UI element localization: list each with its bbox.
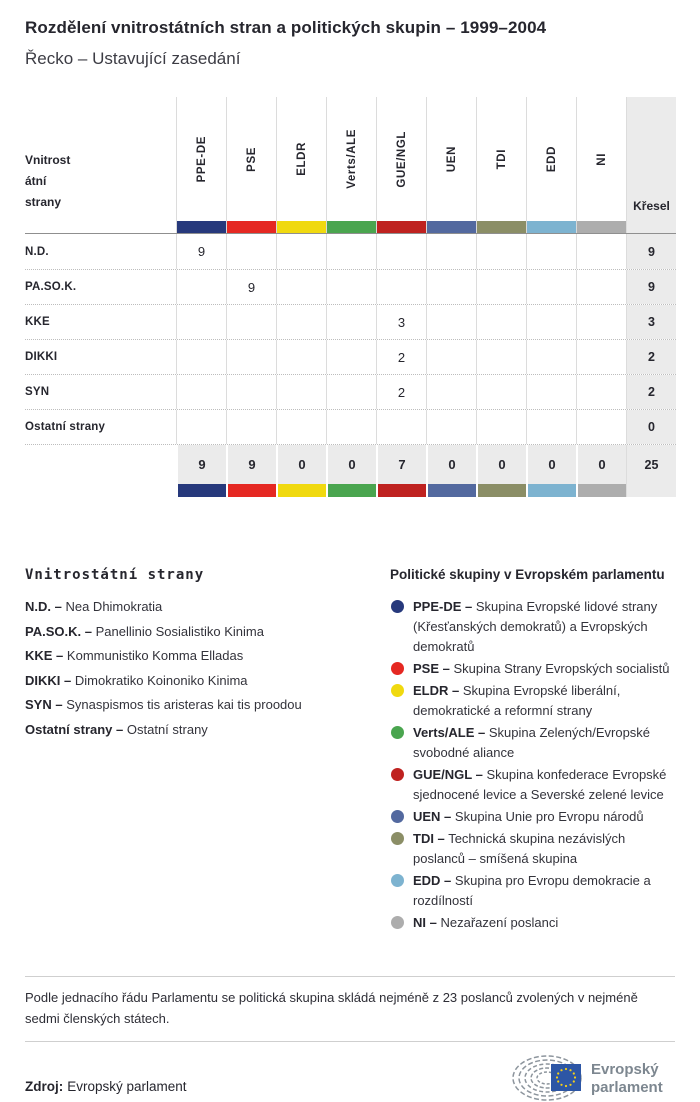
- legend-item-gue-ngl: GUE/NGL – Skupina konfederace Evropské sjednocené levice a Severské zelené levice: [390, 765, 675, 805]
- uen-color-dot-icon: [391, 810, 404, 823]
- column-header-seats: Křesel: [626, 97, 676, 221]
- eldr-color-dot-icon: [391, 684, 404, 697]
- color-swatch-uen: [426, 221, 476, 233]
- table-header-row: [25, 97, 676, 221]
- gue-ngl-color-dot-icon: [391, 768, 404, 781]
- legend-item-ostatni: Ostatní strany – Ostatní strany: [25, 721, 208, 737]
- color-swatch-verts-ale: [326, 221, 376, 233]
- color-swatch-pse: [226, 484, 276, 497]
- group-legend: [390, 567, 675, 935]
- party-label: KKE: [25, 316, 50, 328]
- color-swatch-uen: [426, 484, 476, 497]
- group-color-bar-top: [25, 221, 676, 234]
- logo-text-line2: parlament: [591, 1079, 663, 1096]
- column-header-ppe-de: PPE-DE: [176, 97, 226, 221]
- seats-table: [25, 97, 676, 497]
- color-swatch-ppe-de: [176, 484, 226, 497]
- legend-item-kke: KKE – Kommunistiko Komma Elladas: [25, 648, 244, 663]
- verts-ale-color-dot-icon: [391, 726, 404, 739]
- source-line: [25, 1079, 187, 1094]
- group-legend-title: Politické skupiny v Evropském parlamentu: [390, 567, 665, 582]
- tdi-color-dot-icon: [391, 832, 404, 845]
- seats-value: 2: [626, 340, 676, 374]
- footnote: Podle jednacího řádu Parlamentu se politická skupina skládá nejméně z 23 poslanců zvolených v nejméně sedmi členských státech.: [25, 990, 638, 1026]
- source-text: Evropský parlament: [67, 1079, 187, 1094]
- seats-value: 9: [626, 270, 676, 304]
- column-header-pse: PSE: [226, 97, 276, 221]
- column-header-verts-ale: Verts/ALE: [326, 97, 376, 221]
- footer: [25, 1052, 675, 1102]
- legend-item-nd: N.D. – Nea Dhimokratia: [25, 599, 163, 614]
- page-subtitle: Řecko – Ustavující zasedání: [25, 49, 241, 68]
- seats-value: 3: [626, 305, 676, 339]
- party-label: PA.SO.K.: [25, 281, 77, 293]
- group-color-bar-bottom: [25, 484, 676, 497]
- seats-total: 25: [626, 445, 676, 484]
- party-label: DIKKI: [25, 351, 58, 363]
- table-row-ostatni: [25, 409, 676, 444]
- color-swatch-edd: [526, 221, 576, 233]
- european-parliament-logo: [507, 1052, 675, 1102]
- legend-item-pasok: PA.SO.K. – Panellinio Sosialistiko Kinima: [25, 623, 264, 639]
- legend-item-edd: EDD – Skupina pro Evropu demokracie a rozdílností: [390, 871, 675, 911]
- seats-value: 0: [626, 410, 676, 444]
- table-row-syn: SYN 2 2: [25, 374, 676, 409]
- corner-label: Vnitrost átní strany: [25, 153, 71, 209]
- column-header-edd: EDD: [526, 97, 576, 221]
- color-swatch-ppe-de: [176, 221, 226, 233]
- legend-item-pse: PSE – Skupina Strany Evropských socialistů: [390, 659, 675, 679]
- color-swatch-ni: [576, 484, 626, 497]
- color-swatch-tdi: [476, 484, 526, 497]
- table-row-pasok: PA.SO.K. 9 9: [25, 269, 676, 304]
- column-header-tdi: TDI: [476, 97, 526, 221]
- party-legend-title: Vnitrostátní strany: [25, 567, 205, 583]
- legend-item-dikki: DIKKI – Dimokratiko Koinoniko Kinima: [25, 672, 248, 688]
- table-totals-row: 9 9 0 0 7 0 0 0 0 25: [25, 444, 676, 484]
- legend-item-eldr: ELDR – Skupina Evropské liberální, demokratické a reformní strany: [390, 681, 675, 721]
- divider: [25, 1041, 675, 1042]
- legend-item-uen: UEN – Skupina Unie pro Evropu národů: [390, 807, 675, 827]
- legend-item-ppe-de: PPE-DE – Skupina Evropské lidové strany (Křesťanských demokratů) a Evropských demokratů: [390, 597, 675, 657]
- legend-item-verts-ale: Verts/ALE – Skupina Zelených/Evropské svobodné aliance: [390, 723, 675, 763]
- seats-value: 9: [626, 234, 676, 269]
- table-row-nd: N.D. 9 9: [25, 234, 676, 269]
- legend-item-tdi: TDI – Technická skupina nezávislých poslanců – smíšená skupina: [390, 829, 675, 869]
- seats-value: 2: [626, 375, 676, 409]
- column-header-eldr: ELDR: [276, 97, 326, 221]
- legend-item-syn: SYN – Synaspismos tis aristeras kai tis proodou: [25, 697, 302, 712]
- pse-color-dot-icon: [391, 662, 404, 675]
- color-swatch-verts-ale: [326, 484, 376, 497]
- column-header-uen: UEN: [426, 97, 476, 221]
- column-header-gue-ngl: GUE/NGL: [376, 97, 426, 221]
- party-label: Ostatní strany: [25, 421, 106, 433]
- color-swatch-gue-ngl: [376, 221, 426, 233]
- party-label: SYN: [25, 386, 50, 398]
- party-legend: [25, 567, 390, 935]
- color-swatch-tdi: [476, 221, 526, 233]
- color-swatch-gue-ngl: [376, 484, 426, 497]
- ppe-de-color-dot-icon: [391, 600, 404, 613]
- color-swatch-edd: [526, 484, 576, 497]
- legends-section: [25, 567, 675, 935]
- ni-color-dot-icon: [391, 916, 404, 929]
- edd-color-dot-icon: [391, 874, 404, 887]
- table-row-dikki: DIKKI 2 2: [25, 339, 676, 374]
- page-title: Rozdělení vnitrostátních stran a politických skupin – 1999–2004: [25, 18, 547, 37]
- column-header-ni: NI: [576, 97, 626, 221]
- legend-item-ni: NI – Nezařazení poslanci: [390, 913, 675, 933]
- color-swatch-pse: [226, 221, 276, 233]
- party-label: N.D.: [25, 245, 49, 258]
- color-swatch-eldr: [276, 221, 326, 233]
- logo-text-line1: Evropský: [591, 1061, 659, 1078]
- color-swatch-eldr: [276, 484, 326, 497]
- color-swatch-ni: [576, 221, 626, 233]
- ep-hemicycle-flag-icon: [507, 1052, 675, 1102]
- table-row-kke: KKE 3 3: [25, 304, 676, 339]
- source-label: Zdroj:: [25, 1079, 64, 1094]
